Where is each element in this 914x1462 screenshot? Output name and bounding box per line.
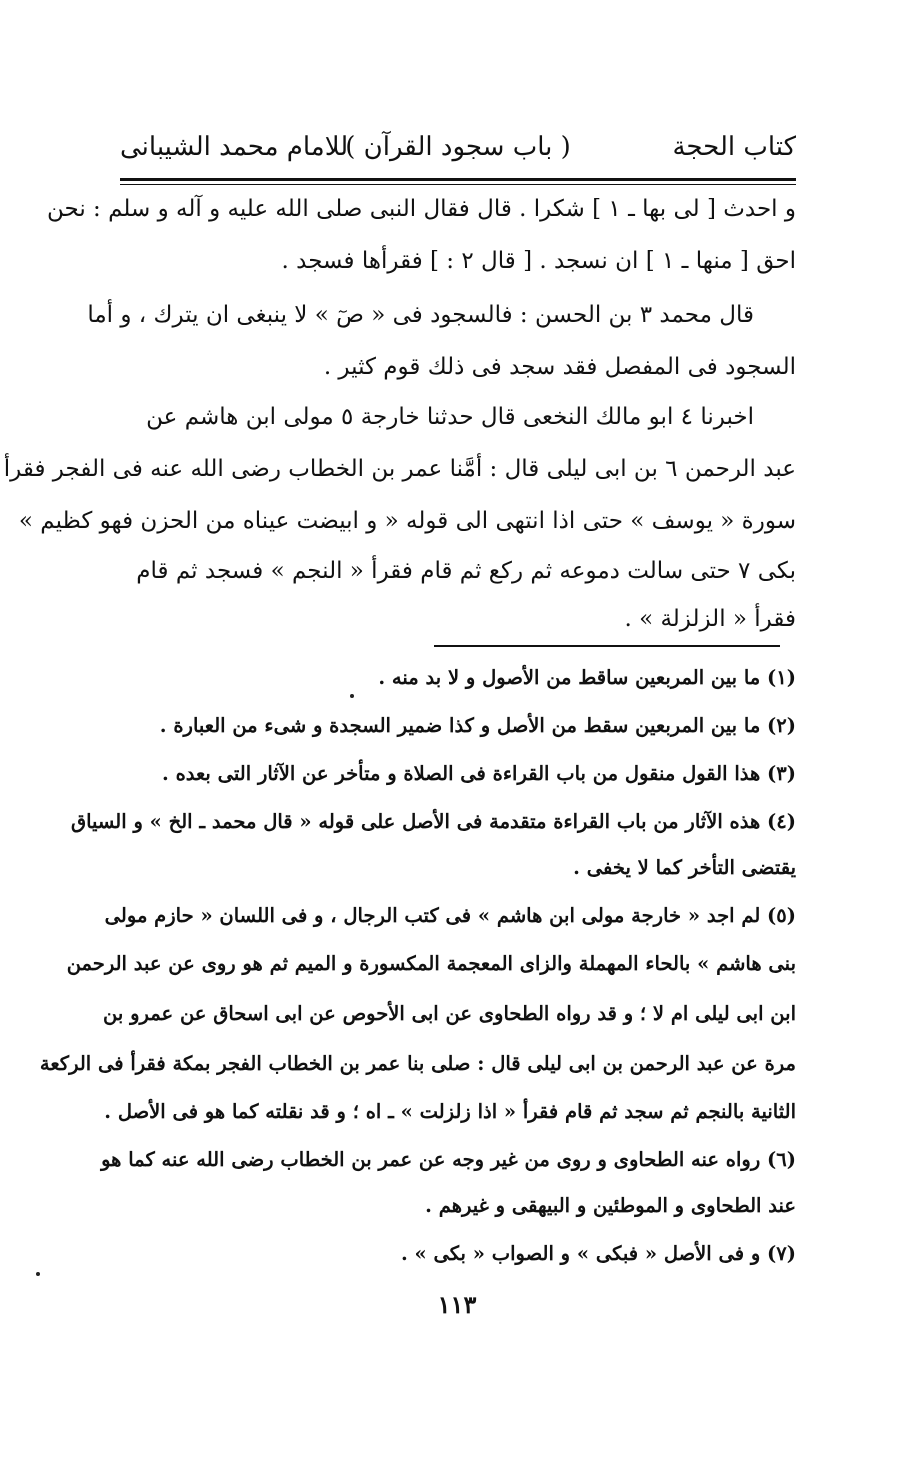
ink-speck [36, 1272, 40, 1276]
main-line: اخبرنا ٤ ابو مالك النخعى قال حدثنا خارجة ٥ مولى ابن هاشم عن [146, 404, 754, 430]
footnote-line: يقتضى التأخر كما لا يخفى . [573, 856, 796, 879]
main-line: السجود فى المفصل فقد سجد فى ذلك قوم كثير . [323, 354, 796, 380]
book-title: كتاب الحجة [672, 132, 796, 162]
footnote-line: (٦) رواه عنه الطحاوى و روى من غير وجه عن عمر بن الخطاب رضى الله عنه كما هو [101, 1148, 796, 1171]
header-rule-thin [120, 184, 796, 185]
footnote-line: (٢) ما بين المربعين سقط من الأصل و كذا ضمير السجدة و شىء من العبارة . [159, 714, 796, 737]
main-line: عبد الرحمن ٦ بن ابى ليلى قال : أمَّنا عمر بن الخطاب رضى الله عنه فى الفجر فقرأ [3, 456, 796, 482]
footnote-line: (١) ما بين المربعين ساقط من الأصول و لا بد منه . [378, 666, 796, 689]
footnote-line: بنى هاشم » بالحاء المهملة والزاى المعجمة المكسورة و الميم ثم هو روى عن عبد الرحمن [66, 952, 796, 975]
main-line: سورة « يوسف » حتى اذا انتهى الى قوله « و ابيضت عيناه من الحزن فهو كظيم » [18, 508, 796, 534]
footnote-line: (٧) و فى الأصل « فبكى » و الصواب « بكى » . [400, 1242, 796, 1265]
footnote-line: عند الطحاوى و الموطئين و البيهقى و غيرهم . [425, 1194, 796, 1217]
author-name: للامام محمد الشيبانى [120, 132, 349, 162]
footnote-line: (٤) هذه الآثار من باب القراءة متقدمة فى الأصل على قوله « قال محمد ـ الخ » و السياق [70, 810, 796, 833]
footnote-line: الثانية بالنجم ثم سجد ثم قام فقرأ « اذا زلزلت » ـ اه ؛ و قد نقلته كما هو فى الأصل . [104, 1100, 796, 1123]
footnote-line: (٥) لم اجد « خارجة مولى ابن هاشم » فى كتب الرجال ، و فى اللسان « حازم مولى [104, 904, 796, 927]
footnote-line: ابن ابى ليلى ام لا ؛ و قد رواه الطحاوى عن ابى الأحوص عن ابى اسحاق عن عمرو بن [103, 1002, 796, 1025]
main-line: بكى ٧ حتى سالت دموعه ثم ركع ثم قام فقرأ « النجم » فسجد ثم قام [136, 558, 796, 584]
ink-speck [350, 694, 354, 698]
footnote-line: مرة عن عبد الرحمن بن ابى ليلى قال : صلى بنا عمر بن الخطاب الفجر بمكة فقرأ فى الركعة [39, 1052, 796, 1075]
page-number: ١١٣ [437, 1290, 477, 1319]
main-line: و احدث [ لى بها ـ ١ ] شكرا . قال فقال النبى صلى الله عليه و آله و سلم : نحن [46, 196, 796, 222]
chapter-title: ( باب سجود القرآن ) [345, 132, 571, 162]
header-rule [120, 178, 796, 181]
main-line: قال محمد ٣ بن الحسن : فالسجود فى « صٓ » لا ينبغى ان يترك ، و أما [87, 302, 754, 328]
main-line: فقرأ « الزلزلة » . [624, 606, 796, 632]
footnote-rule [434, 645, 780, 647]
running-header [120, 132, 796, 172]
footnote-line: (٣) هذا القول منقول من باب القراءة فى الصلاة و متأخر عن الآثار التى بعده . [162, 762, 796, 785]
main-line: احق [ منها ـ ١ ] ان نسجد . [ قال ٢ : ] فقرأها فسجد . [281, 248, 796, 274]
